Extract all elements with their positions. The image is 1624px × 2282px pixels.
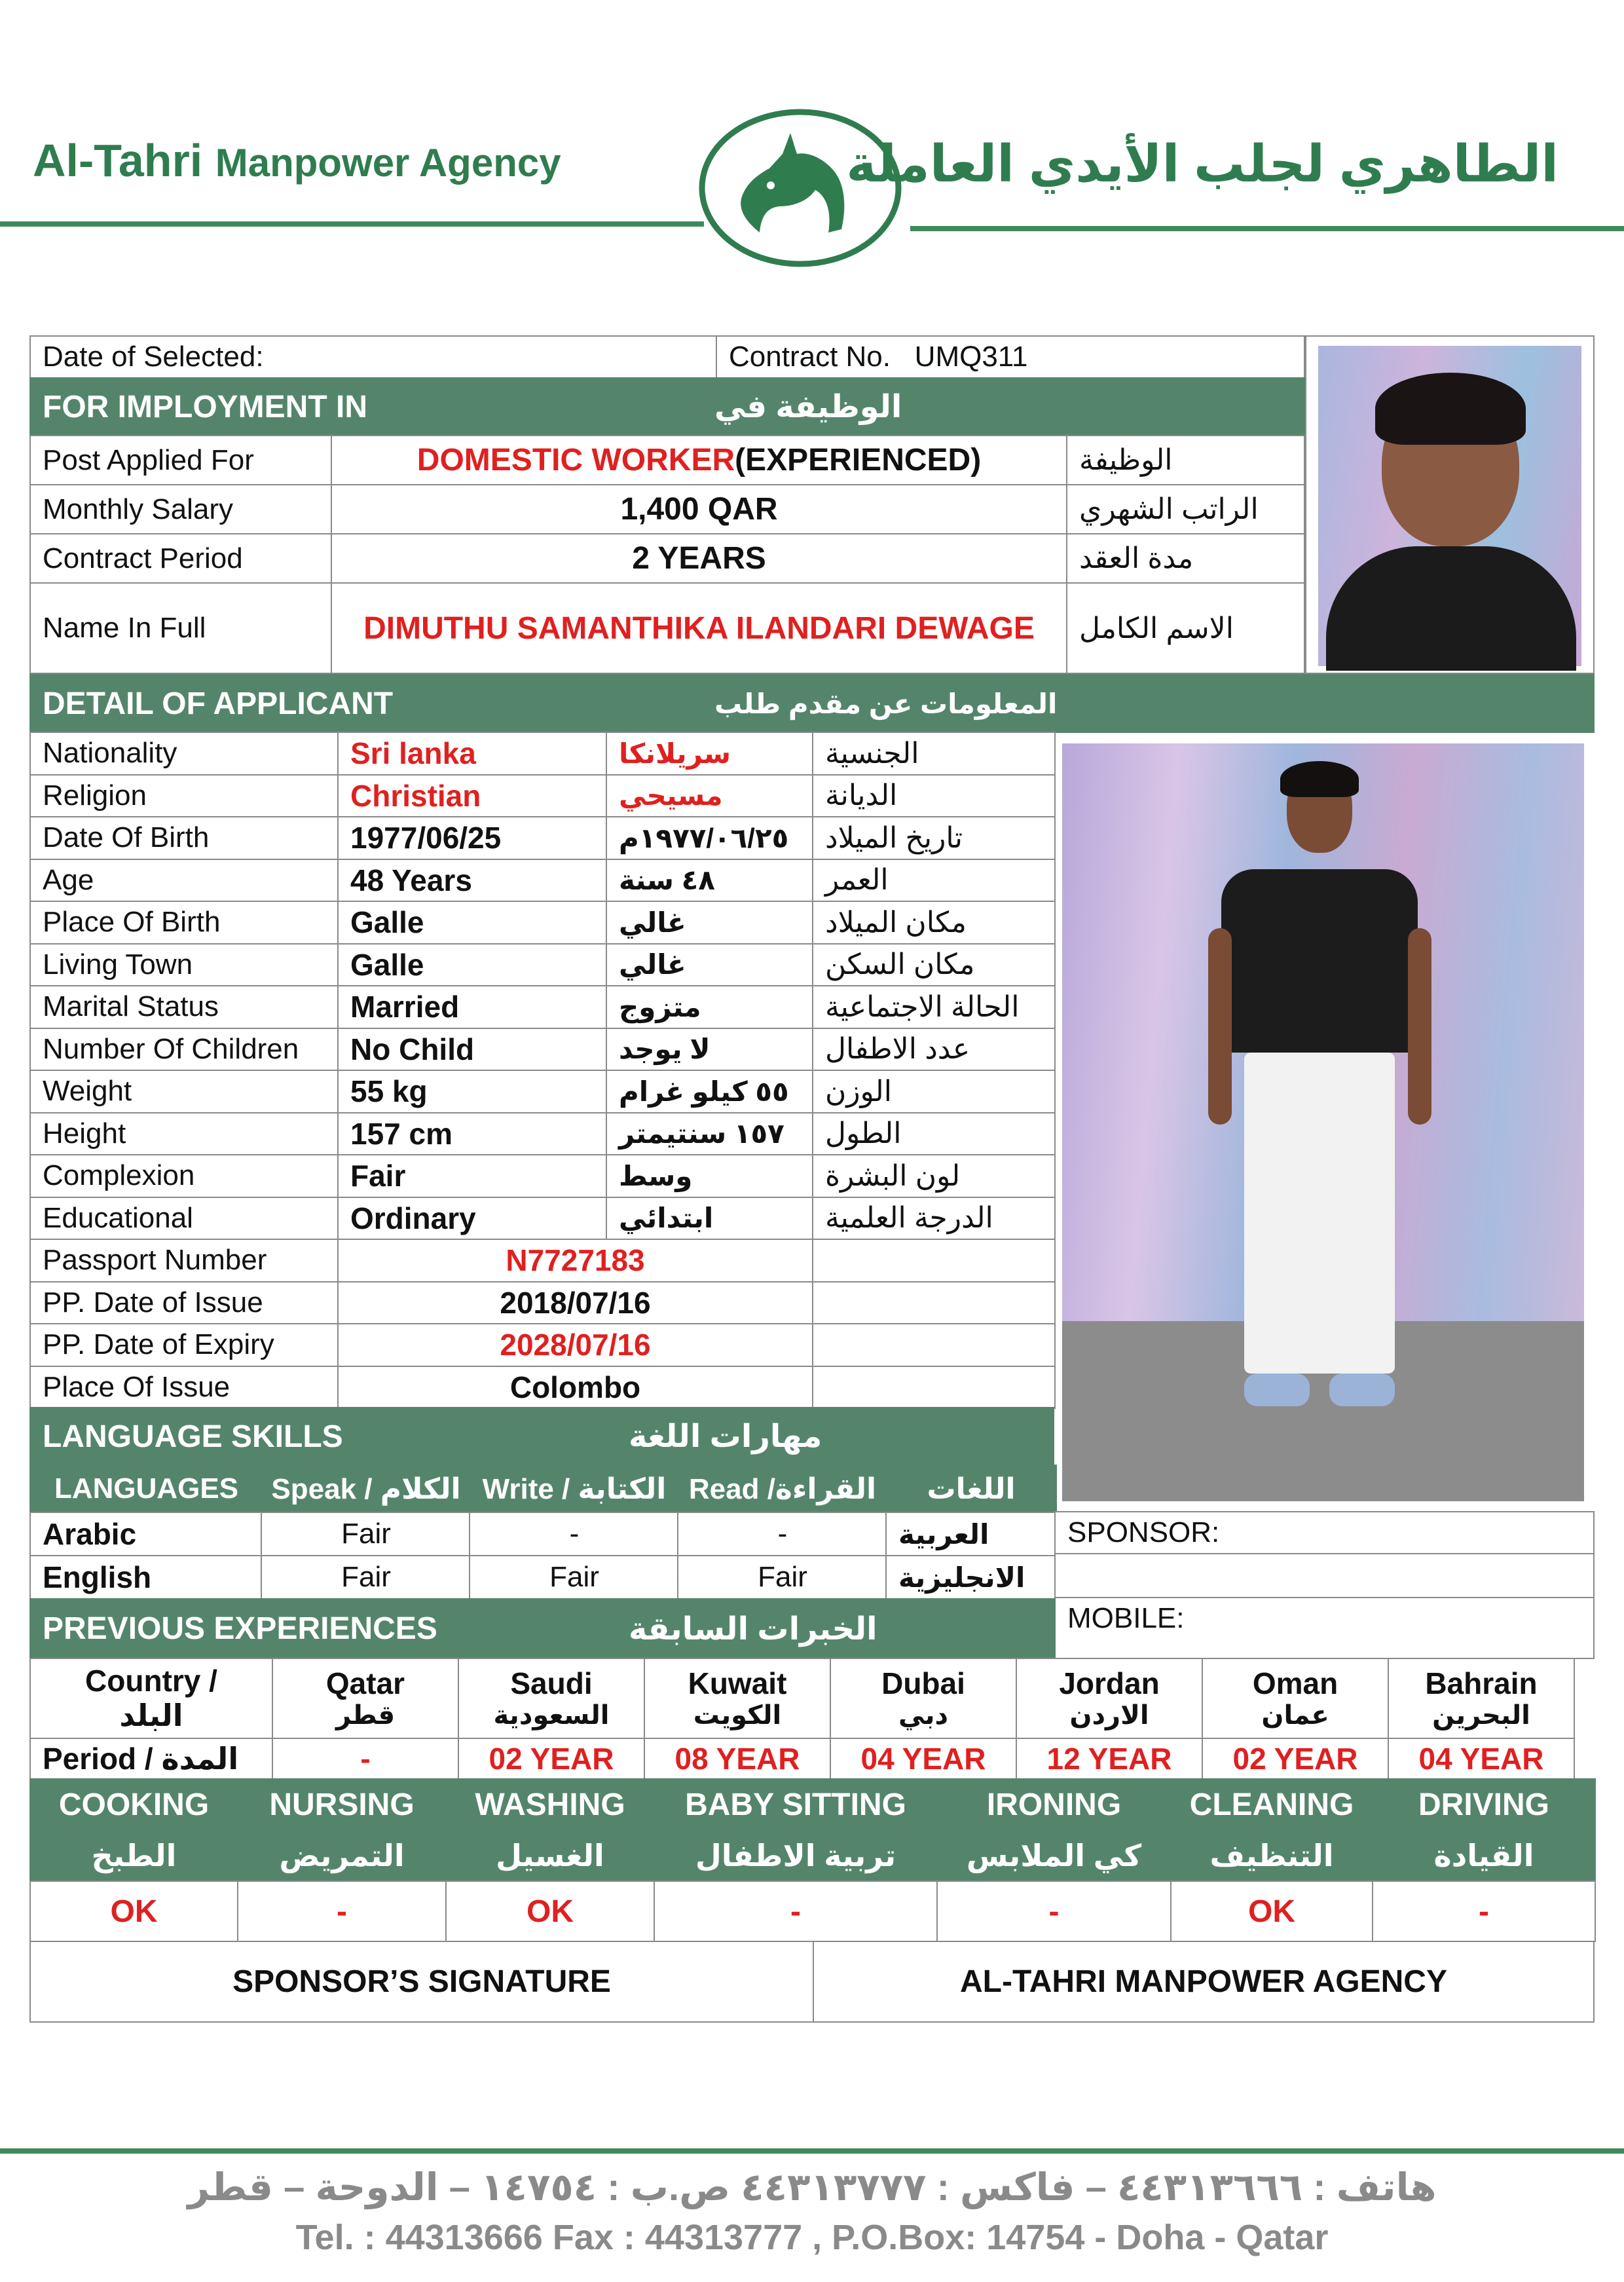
- applicant-value-en: 1977/06/25: [337, 816, 607, 860]
- full-name-label-ar: الاسم الكامل: [1066, 582, 1305, 674]
- passport-value: Colombo: [337, 1366, 813, 1410]
- footer-contact-ar: هاتف : ٤٤٣١٣٦٦٦ – فاكس : ٤٤٣١٣٧٧٧ ص.ب : ١٤٧٥٤ – الدوحة – قطر: [187, 2166, 1437, 2209]
- sponsor-signature: SPONSOR’S SIGNATURE: [29, 1941, 814, 2023]
- passport-label: PP. Date of Expiry: [29, 1323, 339, 1367]
- country-qatar: Qatar قطر: [272, 1658, 459, 1739]
- skill-label-ar: التمريض: [237, 1829, 447, 1882]
- applicant-label-ar: الجنسية: [812, 732, 1056, 776]
- skill-label-en: DRIVING: [1372, 1778, 1596, 1831]
- monthly-salary-label: Monthly Salary: [29, 484, 332, 534]
- applicant-label-en: Height: [29, 1112, 339, 1156]
- passport-blank: [812, 1323, 1056, 1367]
- language-name: English: [29, 1555, 263, 1599]
- employment-title-ar: الوظيفة في: [701, 377, 1305, 436]
- passport-label: Passport Number: [29, 1239, 339, 1282]
- country-label: Country / البلد: [29, 1658, 273, 1739]
- period-kuwait: 08 YEAR: [644, 1738, 831, 1780]
- skill-label-en: IRONING: [936, 1778, 1172, 1831]
- skill-label-ar: التنظيف: [1170, 1829, 1373, 1882]
- applicant-label-ar: تاريخ الميلاد: [812, 816, 1056, 860]
- passport-value: N7727183: [337, 1239, 813, 1282]
- language-read: Fair: [677, 1555, 888, 1599]
- skill-label-en: WASHING: [445, 1778, 655, 1831]
- skill-label-ar: تربية الاطفال: [654, 1829, 938, 1882]
- country-dubai: Dubai دبي: [830, 1658, 1017, 1739]
- mobile-field: MOBILE:: [1054, 1597, 1595, 1659]
- language-header: Write / الكتابة: [469, 1465, 680, 1513]
- applicant-value-ar: متزوج: [606, 985, 813, 1029]
- sponsor-field: SPONSOR:: [1054, 1511, 1595, 1554]
- contract-number: Contract No. UMQ311: [716, 335, 1305, 379]
- applicant-label-ar: الدرجة العلمية: [812, 1197, 1056, 1241]
- applicant-label-ar: مكان الميلاد: [812, 901, 1056, 945]
- applicant-value-ar: غالي: [606, 943, 813, 987]
- skill-label-ar: القيادة: [1372, 1829, 1596, 1882]
- language-read: -: [677, 1512, 888, 1556]
- full-name-value: DIMUTHU SAMANTHIKA ILANDARI DEWAGE: [331, 582, 1067, 674]
- applicant-title-en: DETAIL OF APPLICANT: [29, 674, 703, 733]
- applicant-label-en: Religion: [29, 774, 339, 818]
- skill-label-en: NURSING: [237, 1778, 447, 1831]
- post-applied-label-ar: الوظيفة: [1066, 435, 1305, 485]
- period-oman: 02 YEAR: [1202, 1738, 1389, 1780]
- applicant-value-en: Christian: [337, 774, 607, 818]
- period-dubai: 04 YEAR: [830, 1738, 1017, 1780]
- applicant-value-en: 157 cm: [337, 1112, 607, 1156]
- post-applied-value: DOMESTIC WORKER (EXPERIENCED): [331, 435, 1067, 485]
- date-selected-label: Date of Selected:: [29, 335, 717, 379]
- applicant-value-en: Ordinary: [337, 1197, 607, 1241]
- full-name-label: Name In Full: [29, 582, 332, 674]
- applicant-label-ar: الديانة: [812, 774, 1056, 818]
- applicant-value-en: Married: [337, 985, 607, 1029]
- skill-value: OK: [445, 1880, 655, 1942]
- skill-value: -: [1372, 1880, 1596, 1942]
- passport-photo: [1305, 335, 1595, 674]
- language-write: Fair: [469, 1555, 680, 1599]
- applicant-value-ar: وسط: [606, 1154, 813, 1198]
- period-qatar: -: [272, 1738, 459, 1780]
- applicant-value-en: 48 Years: [337, 859, 607, 903]
- skill-value: OK: [1170, 1880, 1373, 1942]
- language-speak: Fair: [261, 1512, 471, 1556]
- applicant-value-en: Sri lanka: [337, 732, 607, 776]
- skill-label-en: BABY SITTING: [654, 1778, 938, 1831]
- monthly-salary-value: 1,400 QAR: [331, 484, 1067, 534]
- brand-name-ar: الطاهري لجلب الأيدي العاملة: [846, 135, 1559, 193]
- applicant-label-en: Nationality: [29, 732, 339, 776]
- applicant-label-ar: العمر: [812, 859, 1056, 903]
- language-name-ar: العربية: [885, 1512, 1056, 1556]
- passport-value: 2018/07/16: [337, 1281, 813, 1325]
- applicant-label-en: Place Of Birth: [29, 901, 339, 945]
- applicant-value-ar: ٥٥ كيلو غرام: [606, 1070, 813, 1113]
- language-title-en: LANGUAGE SKILLS: [29, 1407, 619, 1466]
- applicant-value-ar: لا يوجد: [606, 1028, 813, 1072]
- passport-label: Place Of Issue: [29, 1366, 339, 1410]
- skill-value: -: [237, 1880, 447, 1942]
- passport-value: 2028/07/16: [337, 1323, 813, 1367]
- applicant-value-ar: ابتدائي: [606, 1197, 813, 1241]
- applicant-value-en: Galle: [337, 901, 607, 945]
- header-line-right: [910, 226, 1624, 231]
- applicant-label-en: Complexion: [29, 1154, 339, 1198]
- skill-label-ar: كي الملابس: [936, 1829, 1172, 1882]
- country-kuwait: Kuwait الكويت: [644, 1658, 831, 1739]
- applicant-label-en: Marital Status: [29, 985, 339, 1029]
- language-name-ar: الانجليزية: [885, 1555, 1056, 1599]
- agency-signature: AL-TAHRI MANPOWER AGENCY: [813, 1941, 1595, 2023]
- country-oman: Oman عمان: [1202, 1658, 1389, 1739]
- monthly-salary-label-ar: الراتب الشهري: [1066, 484, 1305, 534]
- header-line-left: [0, 221, 704, 227]
- language-header: اللغات: [885, 1465, 1057, 1513]
- passport-blank: [812, 1239, 1056, 1282]
- applicant-value-ar: سريلانكا: [606, 732, 813, 776]
- applicant-label-en: Age: [29, 859, 339, 903]
- applicant-value-ar: غالي: [606, 901, 813, 945]
- applicant-label-ar: لون البشرة: [812, 1154, 1056, 1198]
- skill-value: -: [654, 1880, 938, 1942]
- language-name: Arabic: [29, 1512, 263, 1556]
- applicant-label-ar: الحالة الاجتماعية: [812, 985, 1056, 1029]
- language-write: -: [469, 1512, 680, 1556]
- applicant-value-en: Fair: [337, 1154, 607, 1198]
- applicant-value-ar: ٤٨ سنة: [606, 859, 813, 903]
- period-label: Period / المدة: [29, 1738, 273, 1780]
- skill-value: -: [936, 1880, 1172, 1942]
- period-saudi: 02 YEAR: [458, 1738, 645, 1780]
- sponsor-blank: [1054, 1553, 1595, 1598]
- country-jordan: Jordan الاردن: [1016, 1658, 1203, 1739]
- footer-contact-en: Tel. : 44313666 Fax : 44313777 , P.O.Box: 14754 - Doha - Qatar: [295, 2218, 1329, 2257]
- contract-period-label-ar: مدة العقد: [1066, 533, 1305, 584]
- applicant-label-en: Number Of Children: [29, 1028, 339, 1072]
- brand-name-en: Al-Tahri Manpower Agency: [33, 135, 561, 186]
- applicant-label-ar: الطول: [812, 1112, 1056, 1156]
- language-header: Read /القراءة: [677, 1465, 888, 1513]
- horse-logo-icon: [697, 108, 904, 269]
- post-applied-label: Post Applied For: [29, 435, 332, 485]
- passport-label: PP. Date of Issue: [29, 1281, 339, 1325]
- contract-period-label: Contract Period: [29, 533, 332, 584]
- applicant-label-ar: عدد الاطفال: [812, 1028, 1056, 1072]
- country-saudi: Saudi السعودية: [458, 1658, 645, 1739]
- language-title-ar: مهارات اللغة: [616, 1407, 1054, 1466]
- applicant-label-en: Date Of Birth: [29, 816, 339, 860]
- passport-blank: [812, 1281, 1056, 1325]
- skill-label-en: COOKING: [29, 1778, 238, 1831]
- applicant-value-en: No Child: [337, 1028, 607, 1072]
- applicant-value-ar: ١٩٧٧/٠٦/٢٥م: [606, 816, 813, 860]
- applicant-label-en: Educational: [29, 1197, 339, 1241]
- language-header: LANGUAGES: [29, 1465, 263, 1513]
- experience-title-en: PREVIOUS EXPERIENCES: [29, 1598, 619, 1659]
- passport-blank: [812, 1366, 1056, 1410]
- applicant-label-en: Living Town: [29, 943, 339, 987]
- skill-value: OK: [29, 1880, 238, 1942]
- period-bahrain: 04 YEAR: [1388, 1738, 1575, 1780]
- skill-label-ar: الطبخ: [29, 1829, 238, 1882]
- applicant-value-ar: ١٥٧ سنتيمتر: [606, 1112, 813, 1156]
- applicant-label-en: Weight: [29, 1070, 339, 1113]
- language-speak: Fair: [261, 1555, 471, 1599]
- period-jordan: 12 YEAR: [1016, 1738, 1203, 1780]
- applicant-value-en: Galle: [337, 943, 607, 987]
- skill-label-ar: الغسيل: [445, 1829, 655, 1882]
- contract-period-value: 2 YEARS: [331, 533, 1067, 584]
- applicant-label-ar: مكان السكن: [812, 943, 1056, 987]
- applicant-value-ar: مسيحي: [606, 774, 813, 818]
- applicant-title-ar: المعلومات عن مقدم طلب: [701, 674, 1595, 733]
- employment-title-en: FOR IMPLOYMENT IN: [29, 377, 703, 436]
- skill-label-en: CLEANING: [1170, 1778, 1373, 1831]
- footer-line: [0, 2148, 1624, 2154]
- full-body-photo: [1054, 732, 1595, 1511]
- language-header: Speak / الكلام: [261, 1465, 471, 1513]
- applicant-value-en: 55 kg: [337, 1070, 607, 1113]
- country-bahrain: Bahrain البحرين: [1388, 1658, 1575, 1739]
- applicant-label-ar: الوزن: [812, 1070, 1056, 1113]
- experience-title-ar: الخبرات السابقة: [616, 1598, 1056, 1659]
